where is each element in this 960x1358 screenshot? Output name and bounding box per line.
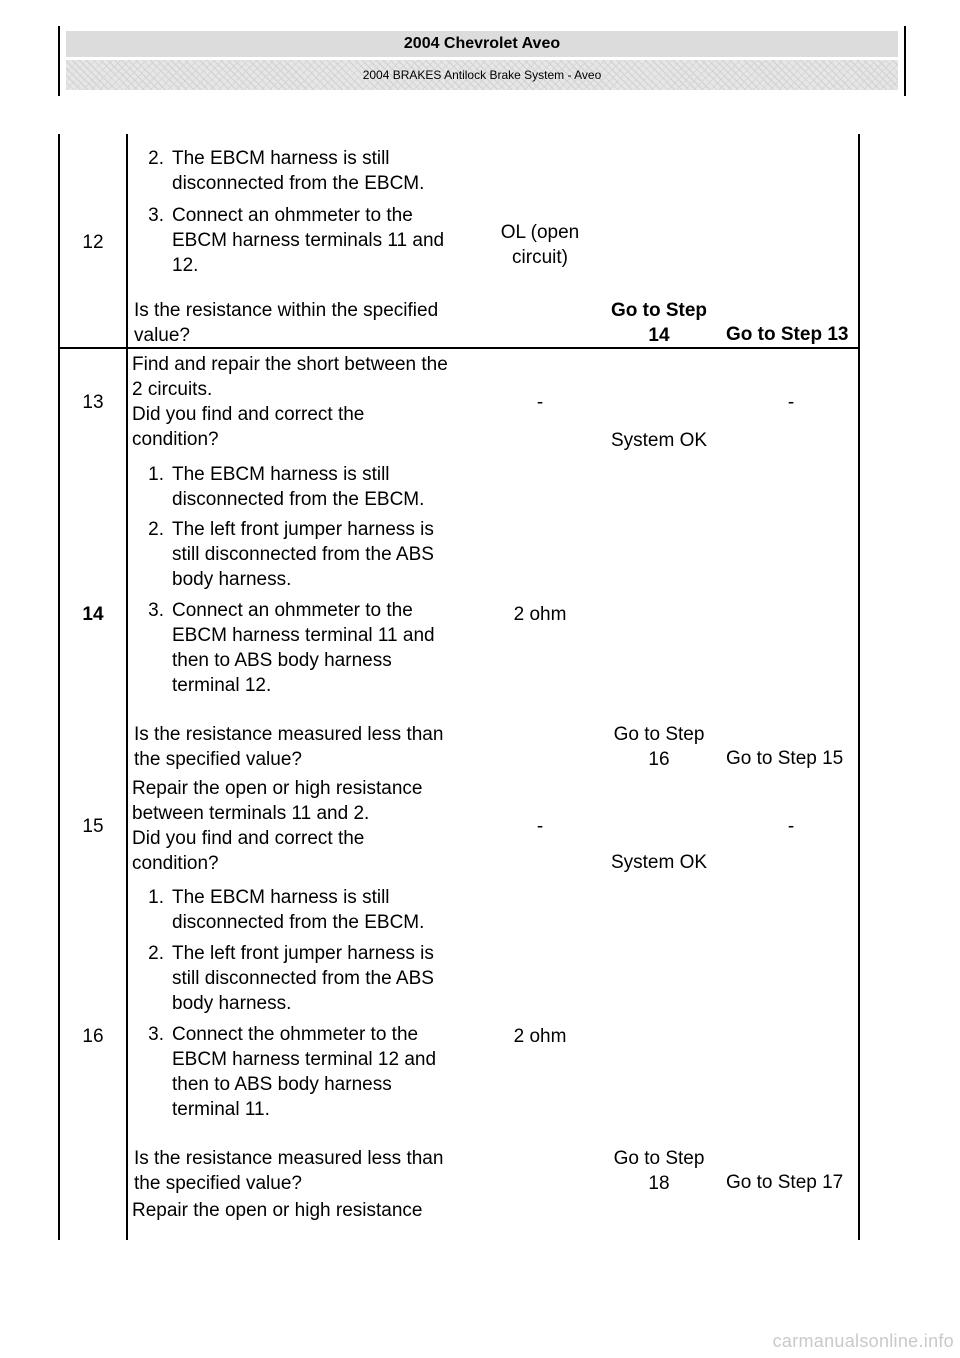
list-text: body harness. (172, 993, 292, 1014)
list-text: The EBCM harness is still (172, 148, 390, 169)
list-text: Connect an ohmmeter to the (172, 205, 413, 226)
question-text: Is the resistance within the specified value? (134, 300, 439, 346)
specified-value: OL (open circuit) (500, 222, 580, 268)
specified-value: 2 ohm (513, 604, 567, 625)
specified-value: - (536, 816, 544, 837)
step-number: 15 (82, 816, 104, 837)
yes-action: System OK (610, 430, 708, 451)
list-text: body harness. (172, 569, 292, 590)
list-text: EBCM harness terminal 11 and (172, 625, 435, 646)
list-number: 1. (148, 887, 164, 908)
list-number: 2. (148, 519, 164, 540)
specified-value: 2 ohm (513, 1026, 567, 1047)
list-text: still disconnected from the ABS (172, 968, 434, 989)
list-text: The left front jumper harness is (172, 943, 434, 964)
list-text: terminal 12. (172, 675, 272, 696)
list-number: 1. (148, 464, 164, 485)
list-number: 2. (148, 943, 164, 964)
document-subtitle: 2004 BRAKES Antilock Brake System - Aveo (66, 60, 898, 90)
action-text: Find and repair the short between the 2 circuits. Did you find and correct the condition? (132, 354, 448, 450)
list-text: disconnected from the EBCM. (172, 912, 425, 933)
no-action: - (787, 816, 795, 837)
action-text: Repair the open or high resistance (132, 1200, 423, 1221)
document-title: 2004 Chevrolet Aveo (66, 31, 898, 57)
list-text: 12. (172, 255, 199, 276)
list-number: 3. (148, 600, 164, 621)
list-text: EBCM harness terminal 12 and (172, 1049, 437, 1070)
step-number: 12 (82, 232, 104, 253)
list-text: EBCM harness terminals 11 and (172, 230, 445, 251)
list-text: still disconnected from the ABS (172, 544, 434, 565)
site-watermark: carmanualsonline.info (772, 1331, 954, 1351)
list-text: Connect an ohmmeter to the (172, 600, 413, 621)
list-number: 3. (148, 205, 164, 226)
document-header (58, 26, 906, 96)
step-column-divider (126, 134, 128, 1240)
question-text: Is the resistance measured less than the specified value? (134, 1148, 444, 1194)
no-action: Go to Step 13 (726, 324, 849, 345)
action-text: Repair the open or high resistance between terminals 11 and 2. Did you find and correct the condition? (132, 778, 423, 874)
list-text: disconnected from the EBCM. (172, 489, 425, 510)
list-text: then to ABS body harness (172, 650, 392, 671)
yes-action: Go to Step 14 (610, 300, 708, 346)
yes-action: Go to Step 16 (613, 724, 705, 770)
list-text: disconnected from the EBCM. (172, 173, 425, 194)
list-text: The EBCM harness is still (172, 887, 390, 908)
no-action: - (787, 392, 795, 413)
step-number: 13 (82, 392, 104, 413)
no-action: Go to Step 15 (726, 748, 844, 769)
question-text: Is the resistance measured less than the specified value? (134, 724, 444, 770)
list-text: Connect the ohmmeter to the (172, 1024, 419, 1045)
no-action: Go to Step 17 (726, 1172, 844, 1193)
list-text: The left front jumper harness is (172, 519, 434, 540)
list-number: 2. (148, 148, 164, 169)
step-number: 16 (82, 1026, 104, 1047)
list-number: 3. (148, 1024, 164, 1045)
list-text: The EBCM harness is still (172, 464, 390, 485)
yes-action: Go to Step 18 (613, 1148, 705, 1194)
list-text: then to ABS body harness (172, 1074, 392, 1095)
yes-action: System OK (610, 852, 708, 873)
specified-value: - (536, 392, 544, 413)
step-number: 14 (82, 604, 104, 625)
list-text: terminal 11. (172, 1099, 270, 1120)
